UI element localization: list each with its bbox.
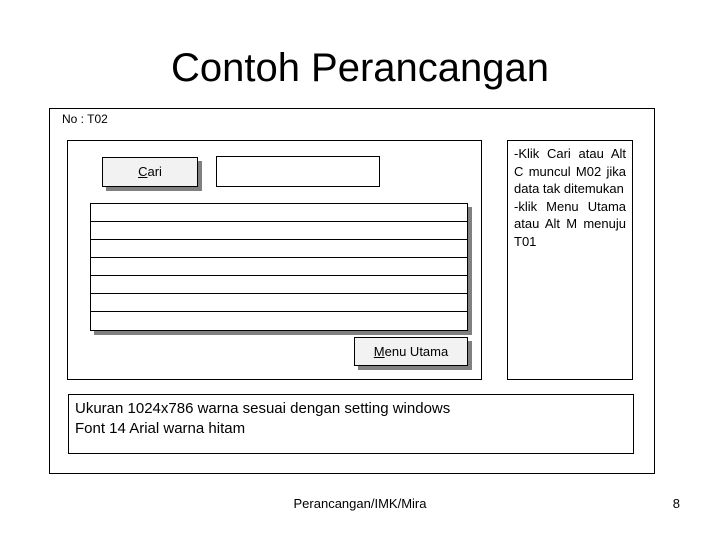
list-row[interactable] <box>91 204 467 222</box>
cari-mnemonic: C <box>138 164 148 179</box>
spec-text: Ukuran 1024x786 warna sesuai dengan setting windows Font 14 Arial warna hitam <box>75 400 451 437</box>
list-row[interactable] <box>91 276 467 294</box>
navigation-note: -Klik Cari atau Alt C muncul M02 jika data tak ditemukan -klik Menu Utama atau Alt M menuju T01 <box>514 146 626 249</box>
menu-utama-button[interactable] <box>354 337 468 366</box>
footer-text: Perancangan/IMK/Mira <box>293 496 427 511</box>
list-row[interactable] <box>91 294 467 312</box>
menu-mnemonic: M <box>373 344 385 359</box>
list-row[interactable] <box>91 312 467 330</box>
menu-label-rest: enu Utama <box>384 344 449 359</box>
page-number: 8 <box>672 496 680 511</box>
list-row[interactable] <box>91 240 467 258</box>
form-number: No : T02 <box>62 112 108 126</box>
result-list[interactable] <box>90 203 468 331</box>
search-input[interactable] <box>216 156 380 187</box>
slide-title: Contoh Perancangan <box>170 46 550 90</box>
list-row[interactable] <box>91 258 467 276</box>
cari-label-rest: ari <box>147 164 162 179</box>
list-row[interactable] <box>91 222 467 240</box>
cari-button[interactable] <box>102 157 198 187</box>
